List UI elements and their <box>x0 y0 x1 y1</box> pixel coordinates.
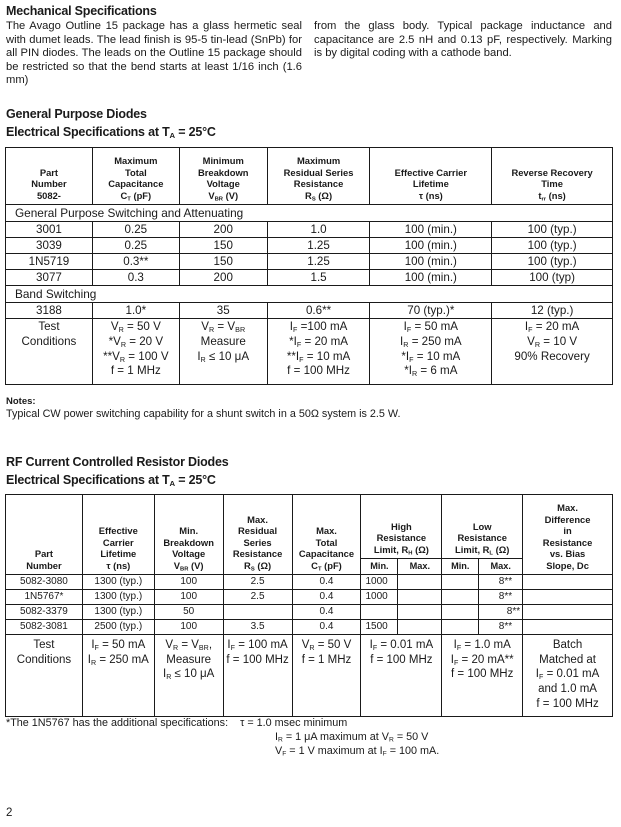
rf-test-cond-diff: Batch Matched at $I_F = 0.01$ mA and 1.0 mA f = 100 MHz <box>523 635 613 717</box>
rf-footnote <box>6 717 616 758</box>
cell: 100 (min.) <box>370 238 492 254</box>
cell: 1N5767* <box>6 590 83 605</box>
cell <box>523 605 613 620</box>
footnote-line-3: $V_F = 1$ V maximum at $I_F = 100$ mA. <box>275 745 440 758</box>
cell: 100 (min.) <box>370 270 492 286</box>
gp-header-row <box>6 148 613 205</box>
rf-title: RF Current Controlled Resistor Diodes <box>6 455 229 469</box>
cell: 3188 <box>6 303 93 319</box>
cell: 100 <box>154 620 223 635</box>
gp-col-breakdown: Minimum Breakdown Voltage $V_{BR}$ (V) <box>179 148 267 205</box>
cell: 1.25 <box>267 254 370 270</box>
cell: 100 (min.) <box>370 222 492 238</box>
cell: 1300 (typ.) <box>82 590 154 605</box>
cell <box>442 605 479 620</box>
cell <box>398 590 442 605</box>
rf-low-max: Max. <box>479 559 523 575</box>
cell: 100 (typ.) <box>492 222 613 238</box>
table-row <box>6 605 613 620</box>
cell <box>223 605 292 620</box>
cell: 100 (min.) <box>370 254 492 270</box>
cell: 8** <box>479 620 523 635</box>
cell <box>442 620 479 635</box>
rf-test-cond-cap: $V_R = 50$ V f = 1 MHz <box>292 635 361 717</box>
rf-header-row <box>6 495 613 559</box>
rf-high-max: Max. <box>398 559 442 575</box>
cell: 1500 <box>361 620 398 635</box>
table-row <box>6 590 613 605</box>
rf-col-difference: Max. Difference in Resistance vs. Bias Slope, Dc <box>523 495 613 575</box>
gp-col-recovery: Reverse Recovery Time $t_{rr}$ (ns) <box>492 148 613 205</box>
cell: 50 <box>154 605 223 620</box>
gp-test-conditions-row <box>6 319 613 385</box>
cell: 100 <box>154 575 223 590</box>
rf-test-cond-high: $I_F = 0.01$ mA f = 100 MHz <box>361 635 442 717</box>
cell: 0.4 <box>292 590 361 605</box>
cell: 1.25 <box>267 238 370 254</box>
cell: 3.5 <box>223 620 292 635</box>
table-row <box>6 620 613 635</box>
gp-spec-table <box>5 147 613 385</box>
rf-test-cond-rs: $I_F = 100$ mA f = 100 MHz <box>223 635 292 717</box>
table-row <box>6 222 613 238</box>
cell: 1000 <box>361 590 398 605</box>
table-row <box>6 254 613 270</box>
cell: 8** <box>479 590 523 605</box>
rf-test-cond-bd: $V_R = V_{BR}$, Measure $I_R \le 10$ μA <box>154 635 223 717</box>
rf-col-breakdown: Min. Breakdown Voltage $V_{BR}$ (V) <box>154 495 223 575</box>
cell: 1.0 <box>267 222 370 238</box>
cell: 1.5 <box>267 270 370 286</box>
cell: 100 (typ) <box>492 270 613 286</box>
cell: 100 (typ.) <box>492 238 613 254</box>
rf-spec-table <box>5 494 613 717</box>
rf-test-conditions-row <box>6 635 613 717</box>
rf-col-part: Part Number <box>6 495 83 575</box>
rf-col-lifetime: Effective Carrier Lifetime τ (ns) <box>82 495 154 575</box>
test-cond-rr: $I_F = 20$ mA $V_R = 10$ V 90% Recovery <box>492 319 613 385</box>
cell: 1.0* <box>92 303 179 319</box>
test-conditions-label: Test Conditions <box>6 635 83 717</box>
gp-group-label: Band Switching <box>6 286 613 303</box>
test-cond-bd: $V_R = V_{BR}$ Measure $I_R \le 10$ μA <box>179 319 267 385</box>
rf-test-cond-life: $I_F = 50$ mA $I_R = 250$ mA <box>82 635 154 717</box>
rf-section <box>6 455 616 488</box>
footnote-line-1: *The 1N5767 has the additional specifications: τ = 1.0 msec minimum <box>6 717 348 729</box>
test-cond-life: $I_F = 50$ mA $I_R = 250$ mA $*I_F = 10$ mA $*I_R = 6$ mA <box>370 319 492 385</box>
cell: 8** <box>479 575 523 590</box>
cell: 2.5 <box>223 575 292 590</box>
cell <box>523 620 613 635</box>
gp-col-resistance: Maximum Residual Series Resistance $R_S$ (Ω) <box>267 148 370 205</box>
cell: 3077 <box>6 270 93 286</box>
cell: 200 <box>179 270 267 286</box>
cell: 2.5 <box>223 590 292 605</box>
cell: 150 <box>179 238 267 254</box>
cell: 5082-3081 <box>6 620 83 635</box>
cell <box>523 590 613 605</box>
footnote-line-2: $I_R = 1$ μA maximum at $V_R = 50$ V <box>275 731 429 744</box>
notes-text: Typical CW power switching capability for a shunt switch in a 50Ω system is 2.5 W. <box>6 408 401 420</box>
cell: 0.25 <box>92 222 179 238</box>
cell: 5082-3080 <box>6 575 83 590</box>
cell <box>398 575 442 590</box>
cell: 200 <box>179 222 267 238</box>
mechanical-text-col1: The Avago Outline 15 package has a glass hermetic seal with dumet leads. The lead finish is 95-5 tin-lead (SnPb) for all PIN diodes. The leads on the Outline 15 package should be restricted so that the bend starts at least 1/16 inch (1.6 mm) <box>6 20 302 86</box>
gp-notes <box>6 396 616 421</box>
cell: 1300 (typ.) <box>82 605 154 620</box>
table-row <box>6 270 613 286</box>
gp-col-capacitance: Maximum Total Capacitance $C_T$ (pF) <box>92 148 179 205</box>
cell <box>398 605 442 620</box>
cell: 8** <box>479 605 523 620</box>
cell: 1000 <box>361 575 398 590</box>
cell: 3039 <box>6 238 93 254</box>
cell <box>442 590 479 605</box>
mechanical-text-col2: from the glass body. Typical package inductance and capacitance are 2.5 nH and 0.13 pF, respectively. Marking is by digital coding with a cathode band. <box>314 20 612 59</box>
rf-col-high-limit: High Resistance Limit, $R_H$ (Ω) <box>361 495 442 559</box>
cell: 70 (typ.)* <box>370 303 492 319</box>
notes-title: Notes: <box>6 396 36 407</box>
cell <box>398 620 442 635</box>
gp-col-part: Part Number 5082- <box>6 148 93 205</box>
mechanical-section <box>6 4 616 86</box>
cell: 0.4 <box>292 575 361 590</box>
cell <box>361 605 398 620</box>
table-row <box>6 238 613 254</box>
cell: 150 <box>179 254 267 270</box>
rf-col-capacitance: Max. Total Capacitance $C_T$ (pF) <box>292 495 361 575</box>
cell: 0.3 <box>92 270 179 286</box>
cell: 100 (typ.) <box>492 254 613 270</box>
cell: 1300 (typ.) <box>82 575 154 590</box>
table-row <box>6 575 613 590</box>
gp-title: General Purpose Diodes <box>6 107 147 121</box>
cell: 0.6** <box>267 303 370 319</box>
cell <box>442 575 479 590</box>
test-cond-rs: $I_F =100$ mA $*I_F = 20$ mA $**I_F = 10$ mA f = 100 MHz <box>267 319 370 385</box>
gp-group-row <box>6 205 613 222</box>
cell: 0.4 <box>292 620 361 635</box>
rf-col-low-limit: Low Resistance Limit, $R_L$ (Ω) <box>442 495 523 559</box>
gp-section <box>6 107 616 140</box>
rf-low-min: Min. <box>442 559 479 575</box>
rf-test-cond-low: $I_F = 1.0$ mA $I_F = 20$ mA** f = 100 MHz <box>442 635 523 717</box>
gp-group-label: General Purpose Switching and Attenuating <box>6 205 613 222</box>
cell: 0.25 <box>92 238 179 254</box>
gp-group-row <box>6 286 613 303</box>
rf-subtitle: Electrical Specifications at $T_A = 25^\circ C$ <box>6 473 216 488</box>
test-conditions-label: Test Conditions <box>6 319 93 385</box>
table-row <box>6 303 613 319</box>
mechanical-title: Mechanical Specifications <box>6 4 157 18</box>
page-number: 2 <box>6 807 13 819</box>
cell: 35 <box>179 303 267 319</box>
rf-high-min: Min. <box>361 559 398 575</box>
cell: 1N5719 <box>6 254 93 270</box>
cell: 2500 (typ.) <box>82 620 154 635</box>
cell: 100 <box>154 590 223 605</box>
cell: 0.4 <box>292 605 361 620</box>
cell: 5082-3379 <box>6 605 83 620</box>
cell: 12 (typ.) <box>492 303 613 319</box>
cell: 0.3** <box>92 254 179 270</box>
rf-col-resistance: Max. Residual Series Resistance $R_S$ (Ω) <box>223 495 292 575</box>
test-cond-cap: $V_R = 50$ V $*V_R = 20$ V $**V_R = 100$ V f = 1 MHz <box>92 319 179 385</box>
cell: 3001 <box>6 222 93 238</box>
gp-subtitle: Electrical Specifications at $T_A = 25^\circ C$ <box>6 125 216 140</box>
gp-col-lifetime: Effective Carrier Lifetime τ (ns) <box>370 148 492 205</box>
cell <box>523 575 613 590</box>
